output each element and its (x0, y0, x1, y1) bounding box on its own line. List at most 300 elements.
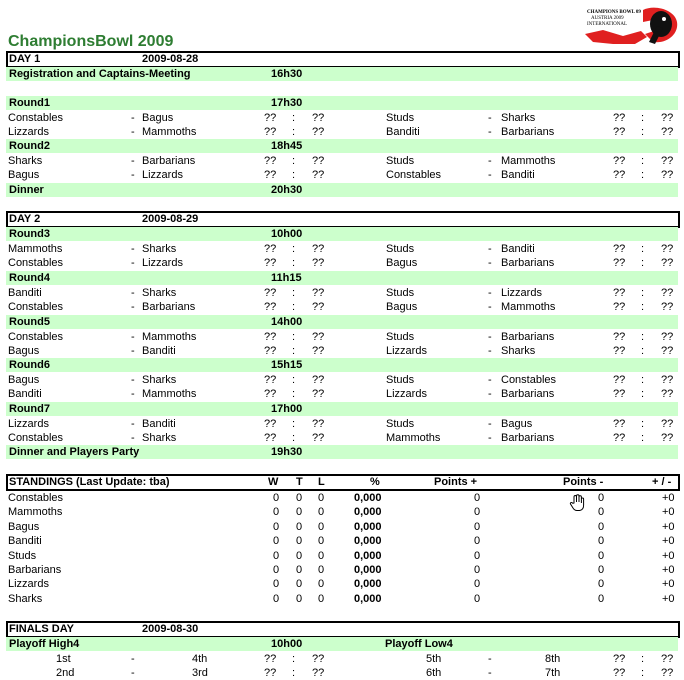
match-score-b: ?? (312, 374, 325, 386)
match-score-b: ?? (312, 432, 325, 444)
dinner-label: Dinner (9, 184, 44, 196)
round5-label: Round5 (9, 316, 50, 328)
match-score-a: ?? (264, 388, 277, 400)
match-score-sep: : (641, 667, 645, 679)
match-score-a: ?? (264, 432, 277, 444)
standings-diff: +0 (662, 564, 675, 576)
match-dash: - (488, 388, 492, 400)
round2-time: 18h45 (271, 140, 303, 152)
match-team-c: Studs (386, 112, 415, 124)
match-score-d: ?? (661, 169, 674, 181)
standings-wins: 0 (273, 492, 280, 504)
standings-losses: 0 (318, 492, 325, 504)
match-score-sep: : (292, 374, 296, 386)
standings-ties: 0 (296, 578, 303, 591)
round4-label: Round4 (9, 272, 50, 284)
match-score-sep: : (641, 388, 645, 400)
round5-time: 14h00 (271, 316, 303, 328)
match-score-c: ?? (613, 418, 626, 430)
match-score-sep: : (641, 432, 645, 444)
standings-ties: 0 (296, 564, 303, 576)
match-score-c: ?? (613, 169, 626, 181)
match-score-c: ?? (613, 432, 626, 444)
match-score-c: ?? (613, 287, 626, 299)
match-dash: - (131, 112, 135, 124)
match-score-sep: : (641, 345, 645, 357)
match-score-c: ?? (613, 667, 626, 679)
match-team-a: Constables (8, 112, 64, 124)
playoff-row (6, 637, 678, 651)
match-score-b: ?? (312, 112, 325, 124)
match-score-c: ?? (613, 653, 626, 665)
match-team-c: Bagus (386, 257, 418, 269)
standings-team: Constables (8, 492, 64, 504)
match-score-b: ?? (312, 301, 325, 313)
match-score-c: ?? (613, 155, 626, 167)
match-team-d: 7th (545, 667, 561, 679)
match-score-d: ?? (661, 432, 674, 444)
match-score-a: ?? (264, 243, 277, 255)
round2-label: Round2 (9, 140, 50, 152)
standings-pct: 0,000 (354, 592, 382, 605)
match-score-sep: : (292, 155, 296, 167)
standings-ties: 0 (296, 535, 303, 548)
standings-diff: +0 (662, 520, 675, 533)
match-team-c: Constables (386, 169, 442, 181)
match-team-c: Studs (386, 418, 415, 430)
match-team-b: Barbarians (142, 155, 196, 167)
match-team-d: Barbarians (501, 126, 555, 138)
party-label: Dinner and Players Party (9, 446, 140, 458)
match-score-c: ?? (613, 388, 626, 400)
match-score-a: ?? (264, 374, 277, 386)
match-team-b: Sharks (142, 287, 177, 299)
standings-wins: 0 (273, 506, 280, 519)
standings-pct: 0,000 (354, 549, 382, 562)
round1-label: Round1 (9, 97, 50, 109)
match-team-a: Bagus (8, 345, 40, 357)
match-team-a: 1st (56, 653, 71, 665)
standings-diff: +0 (662, 506, 675, 519)
standings-team: Lizzards (8, 578, 49, 591)
standings-col-t: T (296, 476, 303, 488)
playoff-time: 10h00 (271, 638, 303, 650)
match-team-b: Sharks (142, 374, 177, 386)
match-score-b: ?? (312, 418, 325, 430)
match-team-b: Bagus (142, 112, 174, 124)
match-score-b: ?? (312, 155, 325, 167)
match-dash: - (488, 345, 492, 357)
standings-losses: 0 (318, 564, 325, 576)
standings-losses: 0 (318, 592, 325, 605)
standings-diff: +0 (662, 592, 675, 605)
match-score-d: ?? (661, 331, 674, 343)
finals-header (6, 621, 680, 638)
match-score-d: ?? (661, 388, 674, 400)
round3-time: 10h00 (271, 228, 303, 240)
match-score-b: ?? (312, 169, 325, 181)
standings-wins: 0 (273, 592, 280, 605)
match-score-b: ?? (312, 243, 325, 255)
match-team-d: Sharks (501, 345, 536, 357)
match-dash: - (488, 653, 492, 665)
finals-label: FINALS DAY (9, 623, 74, 635)
match-team-b: Mammoths (142, 126, 197, 138)
match-team-b: Mammoths (142, 388, 197, 400)
match-dash: - (131, 169, 135, 181)
match-dash: - (488, 301, 492, 313)
match-score-sep: : (292, 169, 296, 181)
standings-wins: 0 (273, 535, 280, 548)
match-dash: - (131, 388, 135, 400)
match-team-a: Constables (8, 301, 64, 313)
standings-points-plus: 0 (474, 592, 481, 605)
match-team-c: Lizzards (386, 345, 427, 357)
match-team-b: Banditi (142, 418, 176, 430)
day1-header (6, 51, 680, 68)
match-team-d: Barbarians (501, 257, 555, 269)
standings-ties: 0 (296, 506, 303, 519)
standings-pct: 0,000 (354, 520, 382, 533)
standings-wins: 0 (273, 549, 280, 562)
match-dash: - (131, 432, 135, 444)
match-score-sep: : (641, 287, 645, 299)
match-team-c: Lizzards (386, 388, 427, 400)
standings-ties: 0 (296, 549, 303, 562)
standings-ties: 0 (296, 492, 303, 504)
match-team-d: Banditi (501, 243, 535, 255)
match-dash: - (131, 667, 135, 679)
standings-team: Mammoths (8, 506, 63, 519)
match-score-sep: : (292, 243, 296, 255)
match-score-d: ?? (661, 374, 674, 386)
match-score-a: ?? (264, 418, 277, 430)
day2-label: DAY 2 (9, 213, 41, 225)
match-dash: - (131, 287, 135, 299)
match-score-b: ?? (312, 388, 325, 400)
standings-col-points-minus: Points - (563, 476, 604, 488)
match-team-d: 8th (545, 653, 561, 665)
match-score-sep: : (641, 169, 645, 181)
standings-col-l: L (318, 476, 325, 488)
standings-pct: 0,000 (354, 535, 382, 548)
standings-col-pct: % (370, 476, 380, 488)
match-score-sep: : (641, 257, 645, 269)
match-score-b: ?? (312, 331, 325, 343)
match-score-d: ?? (661, 243, 674, 255)
match-team-a: Mammoths (8, 243, 63, 255)
round7-label: Round7 (9, 403, 50, 415)
registration-label: Registration and Captains-Meeting (9, 68, 191, 80)
registration-time: 16h30 (271, 68, 303, 80)
match-team-d: Sharks (501, 112, 536, 124)
match-team-d: Bagus (501, 418, 533, 430)
match-score-b: ?? (312, 287, 325, 299)
match-team-b: 3rd (192, 667, 208, 679)
standings-col-w: W (268, 476, 279, 488)
standings-points-plus: 0 (474, 578, 481, 591)
round2-row (6, 139, 678, 153)
round5-row (6, 315, 678, 329)
match-dash: - (131, 345, 135, 357)
match-team-c: Studs (386, 374, 415, 386)
match-score-a: ?? (264, 331, 277, 343)
standings-diff: +0 (662, 535, 675, 548)
match-score-sep: : (641, 155, 645, 167)
match-team-a: Sharks (8, 155, 43, 167)
round3-row (6, 227, 678, 241)
playoff-high-label: Playoff High4 (9, 638, 80, 650)
round7-time: 17h00 (271, 403, 303, 415)
standings-points-plus: 0 (474, 549, 481, 562)
standings-ties: 0 (296, 520, 303, 533)
match-score-a: ?? (264, 169, 277, 181)
standings-ties: 0 (296, 592, 303, 605)
match-team-b: Barbarians (142, 301, 196, 313)
match-team-b: Lizzards (142, 169, 183, 181)
match-team-c: 6th (426, 667, 442, 679)
match-dash: - (131, 126, 135, 138)
match-team-d: Barbarians (501, 331, 555, 343)
match-dash: - (488, 287, 492, 299)
match-dash: - (488, 331, 492, 343)
day2-date: 2009-08-29 (142, 213, 199, 225)
match-dash: - (131, 301, 135, 313)
match-score-sep: : (641, 418, 645, 430)
match-score-sep: : (641, 126, 645, 138)
round7-row (6, 402, 678, 416)
match-score-c: ?? (613, 345, 626, 357)
match-dash: - (488, 667, 492, 679)
match-score-sep: : (292, 287, 296, 299)
match-team-d: Mammoths (501, 155, 556, 167)
standings-pct: 0,000 (354, 578, 382, 591)
standings-team: Studs (8, 549, 37, 562)
standings-team: Sharks (8, 592, 43, 605)
standings-points-plus: 0 (474, 506, 481, 519)
standings-losses: 0 (318, 520, 325, 533)
match-team-d: Barbarians (501, 388, 555, 400)
match-score-sep: : (292, 331, 296, 343)
match-score-a: ?? (264, 287, 277, 299)
match-score-sep: : (641, 301, 645, 313)
match-team-a: 2nd (56, 667, 75, 679)
match-team-b: Sharks (142, 432, 177, 444)
logo-text-2: AUSTRIA 2009 (591, 16, 624, 21)
standings-losses: 0 (318, 549, 325, 562)
finals-date: 2009-08-30 (142, 623, 199, 635)
round1-time: 17h30 (271, 97, 303, 109)
standings-points-minus: 0 (598, 564, 605, 576)
standings-wins: 0 (273, 564, 280, 576)
match-score-d: ?? (661, 653, 674, 665)
match-score-b: ?? (312, 667, 325, 679)
dinner-row (6, 183, 678, 197)
match-score-sep: : (292, 418, 296, 430)
match-team-c: Mammoths (386, 432, 441, 444)
match-score-b: ?? (312, 257, 325, 269)
match-team-d: Mammoths (501, 301, 556, 313)
standings-team: Banditi (8, 535, 42, 548)
match-score-a: ?? (264, 126, 277, 138)
match-dash: - (488, 126, 492, 138)
standings-points-minus: 0 (598, 592, 605, 605)
match-score-c: ?? (613, 243, 626, 255)
match-team-a: Lizzards (8, 126, 49, 138)
match-score-sep: : (292, 667, 296, 679)
standings-diff: +0 (662, 549, 675, 562)
standings-points-minus: 0 (598, 535, 605, 548)
hand-cursor-icon (568, 494, 588, 512)
match-team-c: Studs (386, 243, 415, 255)
match-score-c: ?? (613, 126, 626, 138)
match-team-a: Bagus (8, 169, 40, 181)
match-team-a: Bagus (8, 374, 40, 386)
standings-col-points-plus: Points + (434, 476, 478, 488)
round6-row (6, 358, 678, 372)
match-team-c: Studs (386, 331, 415, 343)
match-score-d: ?? (661, 126, 674, 138)
dinner-time: 20h30 (271, 184, 303, 196)
standings-points-plus: 0 (474, 564, 481, 576)
match-score-c: ?? (613, 301, 626, 313)
match-team-b: 4th (192, 653, 208, 665)
standings-pct: 0,000 (354, 492, 382, 504)
match-score-sep: : (641, 374, 645, 386)
match-team-d: Banditi (501, 169, 535, 181)
match-score-a: ?? (264, 653, 277, 665)
logo-text-3: INTERNATIONAL (587, 22, 627, 27)
match-dash: - (131, 653, 135, 665)
match-score-sep: : (641, 112, 645, 124)
match-score-sep: : (292, 432, 296, 444)
match-team-a: Lizzards (8, 418, 49, 430)
round6-label: Round6 (9, 359, 50, 371)
match-team-c: Studs (386, 287, 415, 299)
match-dash: - (131, 155, 135, 167)
match-team-a: Constables (8, 331, 64, 343)
match-dash: - (488, 243, 492, 255)
standings-diff: +0 (662, 492, 675, 504)
match-team-d: Constables (501, 374, 557, 386)
match-score-sep: : (292, 388, 296, 400)
standings-pct: 0,000 (354, 506, 382, 519)
standings-team: Bagus (8, 520, 40, 533)
match-team-c: Studs (386, 155, 415, 167)
match-dash: - (488, 432, 492, 444)
match-dash: - (488, 257, 492, 269)
match-score-d: ?? (661, 667, 674, 679)
match-dash: - (131, 418, 135, 430)
match-dash: - (488, 112, 492, 124)
standings-losses: 0 (318, 506, 325, 519)
match-score-d: ?? (661, 345, 674, 357)
round4-time: 11h15 (271, 272, 302, 284)
match-score-a: ?? (264, 155, 277, 167)
match-team-a: Banditi (8, 388, 42, 400)
match-score-d: ?? (661, 257, 674, 269)
match-dash: - (488, 374, 492, 386)
day2-header (6, 211, 680, 228)
match-dash: - (131, 331, 135, 343)
standings-losses: 0 (318, 535, 325, 548)
round3-label: Round3 (9, 228, 50, 240)
champions-bowl-logo (583, 4, 681, 48)
match-score-sep: : (292, 345, 296, 357)
match-team-a: Constables (8, 257, 64, 269)
logo-text-1: CHAMPIONS BOWL 09 (587, 10, 641, 15)
standings-wins: 0 (273, 520, 280, 533)
match-dash: - (488, 169, 492, 181)
match-team-c: Banditi (386, 126, 420, 138)
day1-label: DAY 1 (9, 53, 41, 65)
standings-pct: 0,000 (354, 564, 382, 576)
match-score-b: ?? (312, 653, 325, 665)
match-score-sep: : (641, 653, 645, 665)
match-score-c: ?? (613, 331, 626, 343)
match-dash: - (488, 418, 492, 430)
day1-date: 2009-08-28 (142, 53, 199, 65)
standings-losses: 0 (318, 578, 325, 591)
match-team-d: Lizzards (501, 287, 542, 299)
standings-points-plus: 0 (474, 535, 481, 548)
match-team-c: 5th (426, 653, 442, 665)
match-score-a: ?? (264, 112, 277, 124)
standings-points-minus: 0 (598, 549, 605, 562)
standings-points-plus: 0 (474, 520, 481, 533)
match-score-a: ?? (264, 345, 277, 357)
match-dash: - (488, 155, 492, 167)
standings-col-diff: + / - (652, 476, 672, 488)
standings-points-minus: 0 (598, 492, 605, 504)
round1-row (6, 96, 678, 110)
match-dash: - (131, 243, 135, 255)
match-score-sep: : (641, 331, 645, 343)
standings-wins: 0 (273, 578, 280, 591)
standings-points-minus: 0 (598, 578, 605, 591)
match-score-d: ?? (661, 301, 674, 313)
match-score-a: ?? (264, 301, 277, 313)
standings-points-plus: 0 (474, 492, 481, 504)
match-score-a: ?? (264, 667, 277, 679)
match-score-sep: : (641, 243, 645, 255)
match-score-sep: : (292, 112, 296, 124)
match-score-b: ?? (312, 345, 325, 357)
match-score-c: ?? (613, 257, 626, 269)
match-score-c: ?? (613, 374, 626, 386)
match-score-a: ?? (264, 257, 277, 269)
match-score-sep: : (292, 301, 296, 313)
match-score-d: ?? (661, 418, 674, 430)
standings-diff: +0 (662, 578, 675, 591)
match-score-d: ?? (661, 155, 674, 167)
match-team-b: Banditi (142, 345, 176, 357)
match-team-c: Bagus (386, 301, 418, 313)
match-team-d: Barbarians (501, 432, 555, 444)
match-team-b: Lizzards (142, 257, 183, 269)
match-score-sep: : (292, 126, 296, 138)
match-score-sep: : (292, 257, 296, 269)
match-team-a: Constables (8, 432, 64, 444)
match-score-b: ?? (312, 126, 325, 138)
match-score-d: ?? (661, 287, 674, 299)
round6-time: 15h15 (271, 359, 303, 371)
playoff-low-label: Playoff Low4 (385, 638, 453, 650)
match-dash: - (131, 374, 135, 386)
party-time: 19h30 (271, 446, 303, 458)
match-team-a: Banditi (8, 287, 42, 299)
page-title: ChampionsBowl 2009 (8, 33, 174, 50)
